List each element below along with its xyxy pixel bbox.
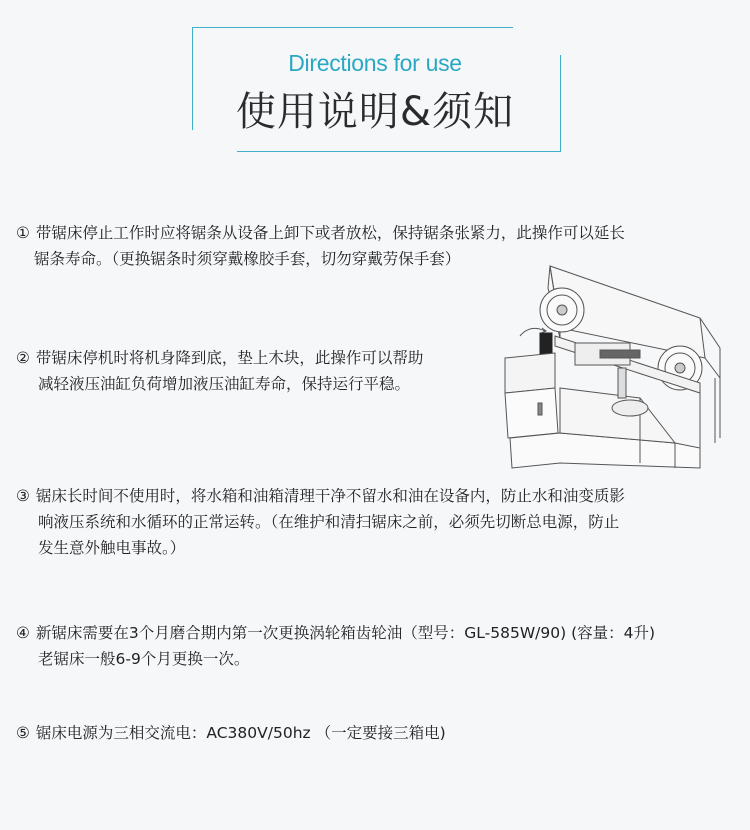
item-text-line: 锯床电源为三相交流电：AC380V/50hz （一定要接三箱电) <box>35 724 446 742</box>
instruction-item-2 <box>16 345 423 397</box>
frame-top-line <box>192 27 513 28</box>
item-text-line: 发生意外触电事故。） <box>38 539 186 557</box>
instruction-item-5 <box>16 720 446 746</box>
item-text-line: 减轻液压油缸负荷增加液压油缸寿命，保持运行平稳。 <box>38 375 411 393</box>
item-text-line: 新锯床需要在3个月磨合期内第一次更换涡轮箱齿轮油（型号：GL-585W/90) (容量：4升) <box>35 624 656 642</box>
frame-bottom-line <box>237 151 561 152</box>
item-text-line: 锯条寿命。（更换锯条时须穿戴橡胶手套，切勿穿戴劳保手套） <box>34 250 461 268</box>
item-text-line: 锯床长时间不使用时，将水箱和油箱清理干净不留水和油在设备内，防止水和油变质影 <box>35 487 625 505</box>
item-text-line: 带锯床停止工作时应将锯条从设备上卸下或者放松，保持锯条张紧力，此操作可以延长 <box>35 224 625 242</box>
item-number: ① <box>16 224 30 242</box>
item-text-line: 老锯床一般6-9个月更换一次。 <box>38 650 250 668</box>
item-text-line: 带锯床停机时将机身降到底，垫上木块，此操作可以帮助 <box>35 349 424 367</box>
instruction-item-3 <box>16 483 625 561</box>
item-number: ④ <box>16 624 30 642</box>
band-saw-illustration <box>500 258 730 478</box>
title-cn: 使用说明&须知 <box>235 89 515 135</box>
instruction-item-4 <box>16 620 655 672</box>
item-number: ⑤ <box>16 724 30 742</box>
title-en: Directions for use <box>288 50 462 76</box>
header-frame <box>0 0 750 170</box>
item-number: ③ <box>16 487 30 505</box>
item-number: ② <box>16 349 30 367</box>
item-text-line: 响液压系统和水循环的正常运转。（在维护和清扫锯床之前，必须先切断总电源，防止 <box>38 513 620 531</box>
